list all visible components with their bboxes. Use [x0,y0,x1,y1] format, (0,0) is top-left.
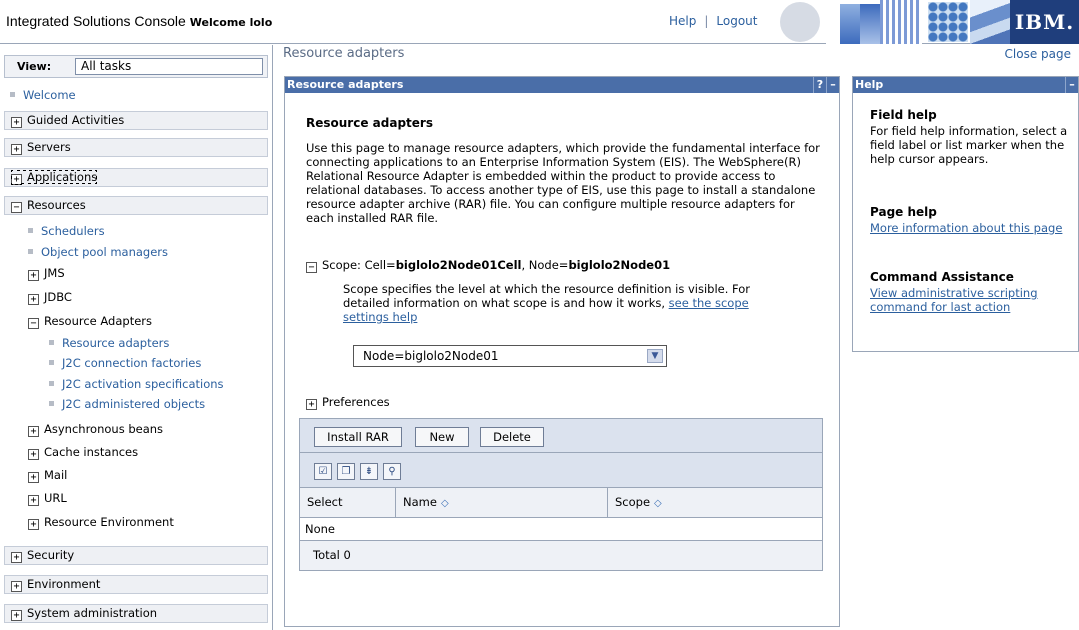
chevron-down-icon[interactable]: ▼ [647,349,663,363]
bullet-icon [49,360,54,365]
nav-item-label: Resource Environment [44,515,174,529]
bullet-icon [28,249,33,254]
breadcrumb: Resource adapters [283,46,405,61]
logout-link[interactable]: Logout [716,14,758,28]
app-title [6,13,272,29]
field-help-title: Field help [870,108,937,122]
resource-adapters-portlet [284,76,840,627]
nav-group-label: Resources [27,198,86,212]
expand-icon[interactable]: + [28,294,39,305]
scope-cell: biglolo2Node01Cell [395,258,522,272]
bullet-icon [49,381,54,386]
help-link[interactable]: Help [669,14,697,28]
bullet-icon [49,340,54,345]
nav-item-url[interactable] [28,489,67,508]
nav-group-servers[interactable] [4,138,268,157]
nav-item-resource-environment[interactable] [28,513,174,532]
page-help-section [870,205,1070,235]
scope-mid: , Node= [521,258,569,272]
sort-icon[interactable]: ◇ [654,498,662,509]
command-assistance-link[interactable]: View administrative scripting command for last action [870,286,1038,314]
banner-dots-graphic [928,2,968,42]
banner-block-graphic [840,4,860,44]
scope-help-link[interactable]: see the scope settings help [343,296,749,324]
welcome-user: Welcome lolo [189,16,273,29]
nav-link-j2c-connection-factories[interactable]: J2C connection factories [62,356,202,370]
nav-item-resource-adapters-group[interactable] [28,312,152,331]
sort-icon[interactable]: ◇ [440,498,449,509]
focused-item [11,170,97,184]
nav-item-cache-instances[interactable] [28,443,138,462]
expand-icon[interactable]: + [28,519,39,530]
expand-icon[interactable]: + [11,144,22,155]
clear-filter-icon[interactable]: ⚲ [383,463,401,480]
portlet-controls [813,77,839,93]
navigation-panel [0,45,273,630]
scope-description [343,282,773,324]
nav-group-label: System administration [27,606,158,620]
expand-icon[interactable]: + [11,117,22,128]
nav-item-label: Cache instances [44,445,139,459]
bullet-icon [28,228,33,233]
main-content [274,45,1079,630]
banner-block-graphic [860,4,880,44]
show-filter-icon[interactable]: ⇟ [360,463,378,480]
expand-icon[interactable]: + [11,610,22,621]
nav-item-mail[interactable] [28,466,67,485]
nav-item-label: JMS [44,266,65,280]
banner-graphic [778,0,1079,44]
nav-item-welcome[interactable] [10,86,76,105]
column-select: Select [307,495,343,509]
expand-icon[interactable]: + [306,399,317,410]
nav-group-resources[interactable] [4,196,268,215]
view-filter-bar [4,55,268,78]
table-total: Total 0 [300,541,822,570]
nav-item-label: Resource Adapters [44,314,153,328]
bullet-icon [10,92,15,97]
nav-group-label: Guided Activities [27,113,125,127]
scope-select[interactable] [353,345,667,367]
command-assistance-title: Command Assistance [870,270,1014,284]
nav-item-schedulers[interactable] [28,222,105,241]
expand-icon[interactable]: + [11,552,22,563]
expand-icon[interactable]: + [11,581,22,592]
table-header [300,488,822,518]
preferences-toggle[interactable] [306,395,390,410]
portlet-title: Resource adapters [287,78,404,91]
nav-link-j2c-activation-specifications[interactable]: J2C activation specifications [62,377,224,391]
nav-item-label: JDBC [44,290,72,304]
nav-item-asynchronous-beans[interactable] [28,420,163,439]
column-scope[interactable] [607,488,822,517]
column-name[interactable] [395,488,607,517]
banner-circle-graphic [780,2,820,42]
nav-group-label: Security [27,548,75,562]
expand-icon[interactable]: + [28,449,39,460]
ibm-logo: IBM. [1010,0,1079,44]
deselect-all-icon[interactable]: ❐ [337,463,355,480]
portlet-header [285,77,839,93]
nav-link-object-pool-managers[interactable]: Object pool managers [41,245,169,259]
app-title-text: Integrated Solutions Console [6,13,186,29]
collapse-icon[interactable]: − [11,202,22,213]
resource-adapters-table [299,418,823,571]
nav-item-resource-adapters[interactable] [49,334,169,353]
page-help-title: Page help [870,205,937,219]
nav-item-jdbc[interactable] [28,288,72,307]
nav-group-system-administration[interactable] [4,604,268,623]
nav-item-label: Asynchronous beans [44,422,164,436]
scope-prefix: Scope: Cell= [322,258,396,272]
scope-line [306,258,670,273]
nav-group-guided-activities[interactable] [4,111,268,130]
banner-links [669,14,758,28]
delete-button[interactable]: Delete [480,427,544,447]
link-separator: | [704,14,709,28]
help-portlet-header [853,77,1078,93]
page-heading: Resource adapters [306,116,433,130]
expand-icon[interactable]: + [28,426,39,437]
nav-link-schedulers[interactable]: Schedulers [41,224,105,238]
help-portlet [852,76,1079,352]
minimize-icon[interactable]: – [1065,77,1078,93]
nav-item-j2c-connection-factories[interactable] [49,354,201,373]
collapse-icon[interactable]: − [306,262,317,273]
column-name-label: Name [403,495,437,509]
scope-description-text: Scope specifies the level at which the resource definition is visible. For detailed information on what scope is and how it works, [343,282,751,310]
field-help-text: For field help information, select a field label or list marker when the help cursor appears. [870,124,1068,166]
minimize-icon[interactable]: – [826,77,839,93]
button-toolbar [300,419,822,453]
scope-node: biglolo2Node01 [568,258,671,272]
expand-icon[interactable]: + [11,174,22,185]
expand-icon[interactable]: + [28,270,39,281]
close-page-link[interactable]: Close page [1004,47,1071,61]
nav-link-welcome[interactable]: Welcome [23,88,76,102]
view-label: View: [17,60,52,73]
field-help-section [870,108,1070,166]
nav-group-label: Applications [27,170,98,184]
expand-icon[interactable]: + [28,472,39,483]
nav-group-label: Servers [27,140,71,154]
scope-select-value: Node=biglolo2Node01 [363,349,499,363]
nav-link-j2c-administered-objects[interactable]: J2C administered objects [62,397,206,411]
table-empty-row: None [300,518,822,541]
new-button[interactable]: New [415,427,469,447]
collapse-icon[interactable]: − [28,318,39,329]
command-assistance-section [870,270,1070,314]
banner-stripes-graphic [880,0,922,44]
portlet-controls [1065,77,1078,93]
nav-item-label: URL [44,491,67,505]
select-all-icon[interactable]: ☑ [314,463,332,480]
help-portlet-title: Help [855,78,884,91]
nav-group-environment[interactable] [4,575,268,594]
page-help-link[interactable]: More information about this page [870,221,1063,235]
nav-item-jms[interactable] [28,264,65,283]
help-icon[interactable]: ? [813,77,826,93]
nav-item-label: Mail [44,468,68,482]
nav-item-j2c-activation-specifications[interactable] [49,375,224,394]
nav-item-j2c-administered-objects[interactable] [49,395,205,414]
nav-group-label: Environment [27,577,101,591]
nav-group-applications[interactable] [4,168,268,187]
page-description: Use this page to manage resource adapters, which provide the fundamental interface for connecting applications to an Enterprise Information System (EIS). The WebSphere(R) Relational Resource Adapter is embedded within the product to provide access to relational databases. To access another type of EIS, use this page to install a standalone resource adapter archive (RAR) file. You can configure multiple resource adapters for each installed RAR file. [306,141,820,225]
preferences-label: Preferences [322,395,390,409]
column-scope-label: Scope [615,495,651,509]
nav-group-security[interactable] [4,546,268,565]
bullet-icon [49,401,54,406]
nav-item-object-pool-managers[interactable] [28,243,168,262]
table-icon-toolbar [300,453,822,488]
nav-link-resource-adapters[interactable]: Resource adapters [62,336,170,350]
top-banner [0,0,1079,44]
banner-wave-graphic [970,0,1010,44]
expand-icon[interactable]: + [28,495,39,506]
install-rar-button[interactable]: Install RAR [314,427,402,447]
view-select[interactable]: All tasks [75,58,263,75]
